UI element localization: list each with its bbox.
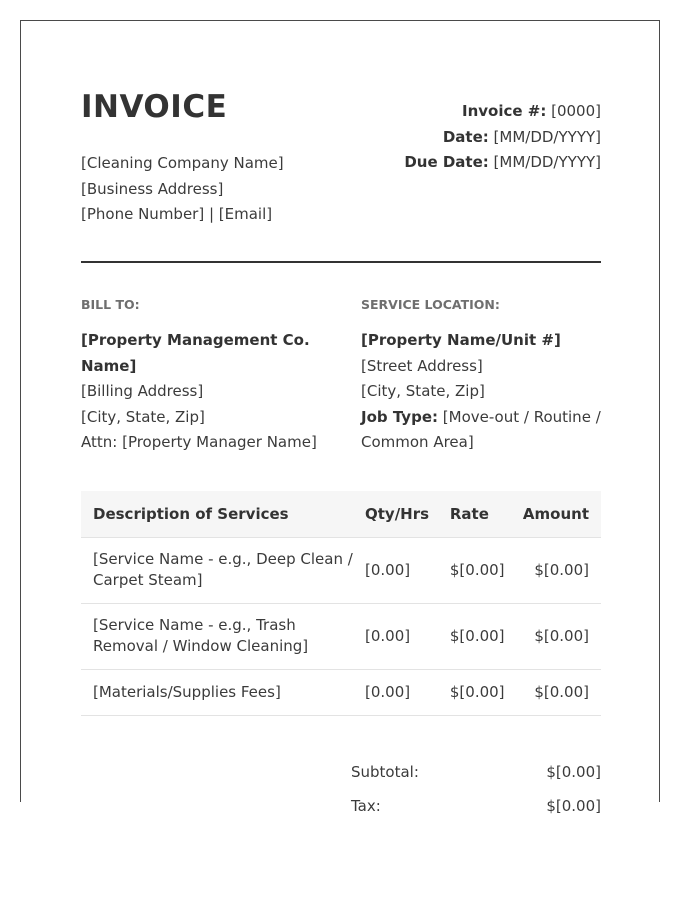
invoice-due-line xyxy=(404,150,601,176)
invoice-sheet xyxy=(20,20,660,815)
table-row xyxy=(81,669,601,715)
company-address: [Business Address] xyxy=(81,179,224,198)
row-description: [Service Name - e.g., Deep Clean / Carpet Steam] xyxy=(81,537,364,603)
bill-to-name: [Property Management Co. Name] xyxy=(81,331,310,375)
company-info xyxy=(81,151,284,228)
row-rate: $[0.00] xyxy=(449,669,522,715)
service-location-name: [Property Name/Unit #] xyxy=(361,331,561,349)
invoice-meta xyxy=(404,99,601,176)
row-rate: $[0.00] xyxy=(449,603,522,669)
row-amount: $[0.00] xyxy=(522,669,601,715)
row-qty: [0.00] xyxy=(364,537,449,603)
service-location-heading: SERVICE LOCATION: xyxy=(361,297,500,312)
invoice-date-label: Date: xyxy=(442,127,489,146)
bill-to-body xyxy=(81,328,321,456)
totals-section xyxy=(351,755,601,823)
invoice-due-label: Due Date: xyxy=(404,153,489,171)
header-divider xyxy=(81,261,601,263)
service-location-section xyxy=(361,297,601,456)
row-rate: $[0.00] xyxy=(449,537,522,603)
invoice-title: INVOICE xyxy=(81,89,228,125)
service-location-body xyxy=(361,328,601,456)
tax-label: Tax: xyxy=(351,797,381,815)
header-qty: Qty/Hrs xyxy=(364,491,449,537)
row-amount: $[0.00] xyxy=(522,537,601,603)
table-header-row xyxy=(81,491,601,537)
services-table xyxy=(81,491,601,716)
service-location-street: [Street Address] xyxy=(361,356,483,375)
invoice-number-label: Invoice #: xyxy=(461,102,547,120)
job-type-label: Job Type: xyxy=(361,407,438,426)
subtotal-value: $[0.00] xyxy=(546,763,601,781)
header-rate: Rate xyxy=(449,491,522,537)
job-type-value: [Move-out / Routine / Common Area] xyxy=(361,407,601,451)
invoice-number-line xyxy=(404,99,601,125)
header-description: Description of Services xyxy=(81,491,364,537)
bill-to-attn: Attn: [Property Manager Name] xyxy=(81,433,317,451)
tax-value: $[0.00] xyxy=(546,797,601,815)
company-contact: [Phone Number] | [Email] xyxy=(81,205,273,223)
row-qty: [0.00] xyxy=(364,669,449,715)
job-type-line xyxy=(361,405,601,456)
row-qty: [0.00] xyxy=(364,603,449,669)
service-location-city: [City, State, Zip] xyxy=(361,382,485,400)
subtotal-line xyxy=(351,755,601,789)
subtotal-label: Subtotal: xyxy=(351,763,419,781)
invoice-due-value: [MM/DD/YYYY] xyxy=(493,153,601,171)
bill-to-section xyxy=(81,297,321,456)
row-amount: $[0.00] xyxy=(522,603,601,669)
invoice-number-value: [0000] xyxy=(551,102,601,120)
tax-line xyxy=(351,789,601,823)
bill-to-address: [Billing Address] xyxy=(81,382,204,400)
invoice-date-value: [MM/DD/YYYY] xyxy=(493,127,601,146)
invoice-date-line xyxy=(404,125,601,151)
bill-to-city: [City, State, Zip] xyxy=(81,407,205,426)
header-amount: Amount xyxy=(522,491,601,537)
row-description: [Materials/Supplies Fees] xyxy=(81,669,364,715)
bill-to-heading: BILL TO: xyxy=(81,297,140,312)
table-row xyxy=(81,603,601,669)
table-row xyxy=(81,537,601,603)
company-name: [Cleaning Company Name] xyxy=(81,154,284,172)
row-description: [Service Name - e.g., Trash Removal / Window Cleaning] xyxy=(81,603,364,669)
